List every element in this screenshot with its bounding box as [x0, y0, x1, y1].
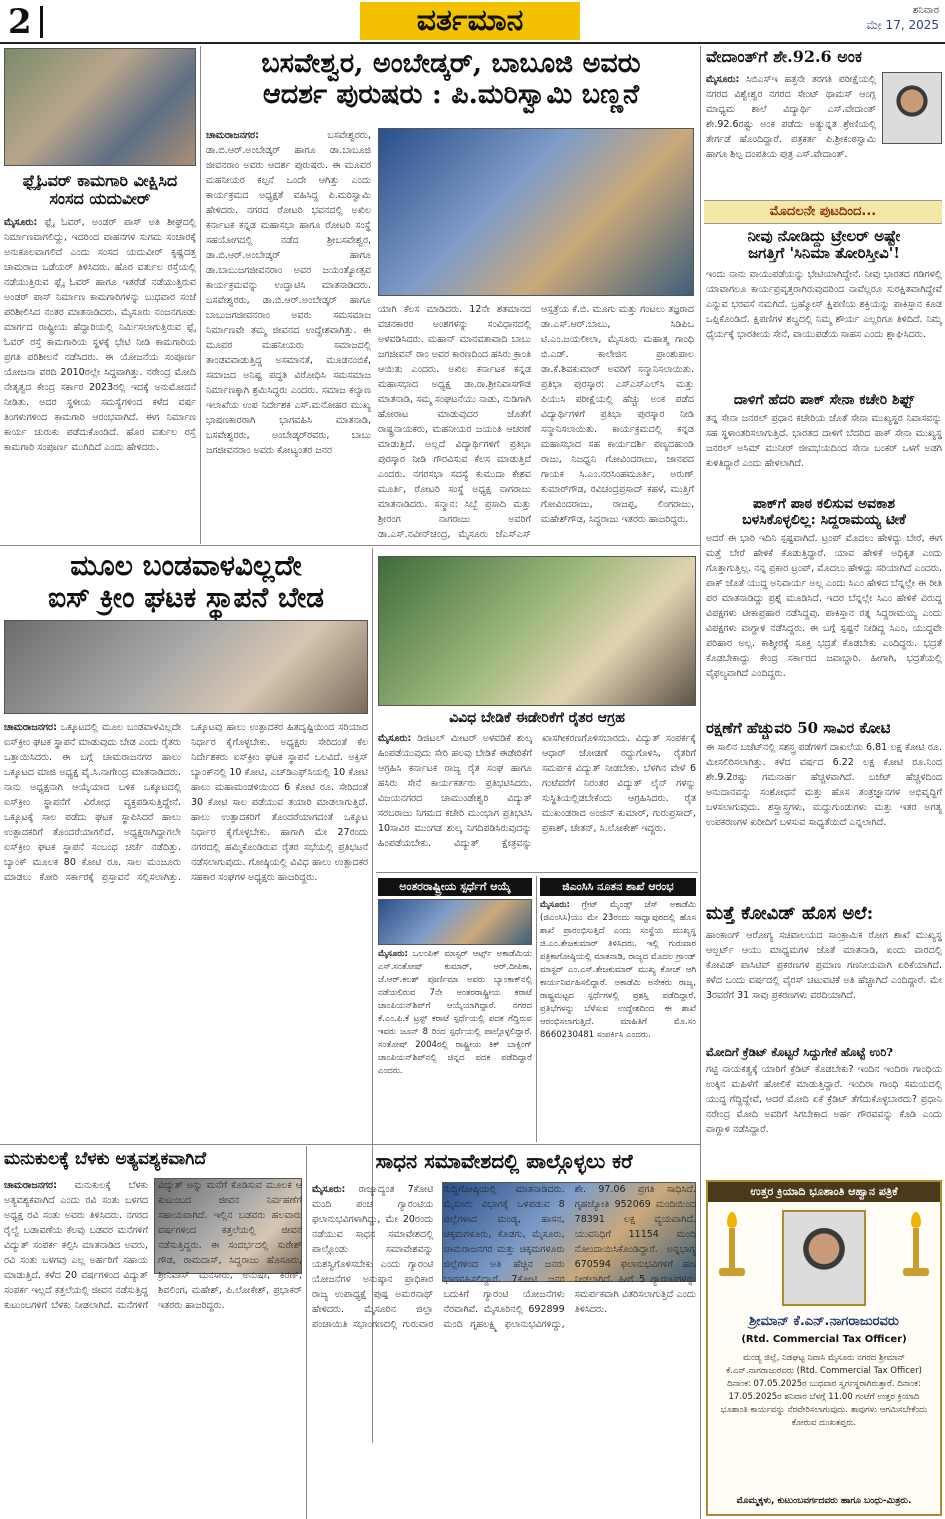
column-rule	[306, 1146, 307, 1519]
article-icecream	[4, 550, 368, 1140]
paper-name: ವರ್ತಮಾನ	[360, 2, 580, 40]
flyover-dateline: ಮೈಸೂರು:	[4, 216, 38, 228]
basaveshwara-col-left	[206, 128, 371, 542]
column-rule	[700, 46, 701, 1519]
chess-text: ಒಲಂಪಿಕ್ ಮಾಸ್ಟರ್ ಆರ್ಟ್ಸ್ ಅಕಾಡೆಮಿಯ ಎಸ್.ಸಂತೋಷ್ ಕುಮಾರ್, ಆರ್.ದೀಪಿಕಾ, ಜೆ.ಆರ್.ಕಲಶ್ ಪೂರ್ಣಿಮಾ ಅವರು ಬ್ಯಾಂಕಾಕ್‌ನಲ್ಲಿ ನಡೆಯಲಿರುವ 7ನೇ ಅಂತರರಾಷ್ಟ್ರೀಯ ಕರಾಟೆ ಚಾಂಪಿಯನ್‌ಶಿಪ್‌ಗೆ ಆಯ್ಕೆಯಾಗಿದ್ದಾರೆ. ನಗರದ ಕೆ.ಎಂ.ಪಿ.ಕೆ ಟ್ರಸ್ಟ್ ಕರಾಟೆ ಸ್ಪರ್ಧೆಯಲ್ಲಿ ಪದಕ ಗೆದ್ದಿರುವ ಇವರು ಜೂನ್ 8 ರಿಂದ ಸ್ಪರ್ಧೆಯಲ್ಲಿ ಪಾಲ್ಗೊಳ್ಳಲಿದ್ದಾರೆ. ಸಂತೋಷ್ 2004ರಲ್ಲಿ ರಾಷ್ಟ್ರೀಯ ಕಿಕ್ ಬಾಕ್ಸಿಂಗ್ ಚಾಂಪಿಯನ್‌ಶಿಪ್‌ನಲ್ಲಿ ಚಿನ್ನದ ಪದಕ ಪಡೆದಿದ್ದಾರೆ ಎಂದರು.	[378, 949, 532, 1076]
chess-headline: ಅಂತರರಾಷ್ಟ್ರೀಯ ಸ್ಪರ್ಧೆಗೆ ಆಯ್ಕೆ	[378, 878, 532, 896]
chess-dateline: ಮೈಸೂರು:	[378, 949, 408, 959]
article-vedanth	[706, 48, 942, 198]
article-modi-credit	[706, 1046, 942, 1176]
icecream-headline-1: ಮೂಲ ಬಂಡವಾಳವಿಲ್ಲದೇ	[70, 550, 302, 582]
article-manukula	[4, 1150, 302, 1516]
page-number-divider	[40, 6, 43, 38]
article-flyover	[4, 48, 196, 542]
manukula-headline: ಮನುಕುಲಕ್ಕೆ ಬೆಳಕು ಅತ್ಯವಶ್ಯಕವಾಗಿದೆ	[4, 1150, 207, 1169]
farmers-text: ಡಿಜಿಟಲ್ ಮೀಟರ್ ಅಳವಡಿಕೆ ಶುಲ್ಕ ಹಿಂಪಡೆಯುವುದು ಸೇರಿ ಹಲವು ಬೇಡಿಕೆ ಈಡೇರಿಕೆಗೆ ಆಗ್ರಹಿಸಿ ಕರ್ನಾಟಕ ರಾಜ್ಯ ರೈತ ಸಂಘ ಹಾಗೂ ಹಸಿರು ಸೇನೆ ಕಾರ್ಯಕರ್ತರು ಪ್ರತಿಭಟಿಸಿದರು. ವಿಜಯನಗರದ ಚಾಮುಂಡೇಶ್ವರಿ ವಿದ್ಯುತ್ ಸರಬರಾಜು ನಿಗಮದ ಕಚೇರಿ ಮುಂಭಾಗ ಪ್ರತಿಭಟಿಸಿ 10ಸಾವಿರ ಮುಂಗಡ ಶುಲ್ಕ ನಿಗದಿಪಡಿಸಿರುವುದನ್ನು ಹಿಂಪಡೆಯಬೇಕು. ವಿದ್ಯುತ್ ಕ್ಷೇತ್ರವನ್ನು ಖಾಸಗೀಕರಣಗೊಳಿಸಬಾರದು. ವಿದ್ಯುತ್ ಸಂಪರ್ಕಕ್ಕೆ ಆಧಾರ್ ಜೋಡಣೆ ರದ್ದುಗೊಳಿಸಿ, ರೈತರಿಗೆ ಸಮರ್ಪಕ ವಿದ್ಯುತ್ ನೀಡಬೇಕು. ಬೆಳಗಿನ ವೇಳೆ 6 ಗಂಟೆವರೆಗೆ ನಿರಂತರ ವಿದ್ಯುತ್ ಲೈನ್ ಗಳನ್ನು ಸುಸ್ಥಿತಿಯಲ್ಲಿಡಬೇಕೆಂದು ಆಗ್ರಹಿಸಿದರು. ರೈತ ಮುಖಂಡರಾದ ಅಂಜಿನ್ ಕುಮಾರ್, ಗುರುಪ್ರಸಾದ್, ಪ್ರಕಾಶ್, ಚೇತನ್, ಸಿ.ಲೋಕೇಶ್ ಇದ್ದರು.	[378, 733, 696, 849]
farmers-dateline: ಮೈಸೂರು:	[378, 733, 412, 744]
basaveshwara-col-right: ಯಾಗಿ ಕೆಲಸ ಮಾಡಿದರು. 12ನೇ ಶತಮಾನದ ವಚನಕಾರರ ಅಂಶಗಳನ್ನು ಸಂವಿಧಾನದಲ್ಲಿ ಅಳವಡಿಸಿದರು. ಮಹಾನ್ ಮಾನವತಾವಾದಿ ಬಾಬು ಜಗಜೀವನ್ ರಾಂ ಅವರ ಕಾರಣದಿಂದ ಹಸಿರು ಕ್ರಾಂತಿ ಆಯಿತು ಎಂದರು. ಅಖಿಲ ಕರ್ನಾಟಕ ಕನ್ನಡ ಮಹಾಸಭಾದ ಅಧ್ಯಕ್ಷ ಡಾ.ರಾ.ಶ್ರೀನಿವಾಸಗೌಡ ಮಾತನಾಡಿ, ಸಮ್ಮ ಸಂಘಟನೆಯು ನಾಡು, ನುಡಿಗಾಗಿ ಹೋರಾಟ ಮಾಡುವುದರ ಜೊತೆಗೆ ರಾಷ್ಟ್ರನಾಯಕರು, ಮಹನೀಯರ ಜಯಂತಿ ಆಚರಣೆ ಮಾಡುತ್ತಿದೆ. ಅಲ್ಲದೆ ವಿದ್ಯಾರ್ಥಿಗಳಿಗೆ ಪ್ರತಿಭಾ ಪುರಸ್ಕಾರ ನೀಡಿ ಗೌರವಿಸುವ ಕೆಲಸ ಮಾಡುತ್ತಿದೆ ಎಂದರು. ನಗರಸಭಾ ಸದಸ್ಯೆ ಕುಮುದಾ ಕೇಶವ ಮೂರ್ತಿ, ರೋಟರಿ ಸಂಸ್ಥೆ ಅಧ್ಯಕ್ಷ ನಾಗರಾಜು ಮಾತನಾಡಿದರು. ಸನ್ಮಾನ: ಸಿಬ್ಬೆ ಪ್ರಸಾದಿ ಮತ್ತು ಶ್ರೀರಂಗ ನಾಗರಾಜು ಅವರಿಗೆ ಡಾ.ಎಸ್.ನವೀನ್‌ಚಂದ್ರ, ಮೈಸೂರು ಜೆಎಸ್‌ಎಸ್ ಆಸ್ಪತ್ರೆಯ ಕೆ.ಬಿ. ಮೂಗು ಮತ್ತು ಗಂಟಲು ತಜ್ಞರಾದ ಡಾ.ಎಸ್.ಆರ್.ಬಾಬು, ಸಿಡಿಪಿಒ ಟಿ.ಎಂ.ಜಯಲೀಲಾ, ಮೈಸೂರು ಮಹಾತ್ಮ ಗಾಂಧಿ ಬಿ.ಎಡ್. ಕಾಲೇಜಿನ ಪ್ರಾಂಶುಪಾಲ ಡಾ.ಕೆ.ಶಿವಕುಮಾರ್ ಅವರಿಗೆ ಸನ್ಮಾನಿಸಲಾಯಿತು. ಪ್ರತಿಭಾ ಪುರಸ್ಕಾರ: ಎಸ್‌ಎಸ್‌ಎಲ್‌ಸಿ ಮತ್ತು ಪಿಯುಸಿ ಪರೀಕ್ಷೆಯಲ್ಲಿ ಹೆಚ್ಚು ಅಂಕ ಪಡೆದ ವಿದ್ಯಾರ್ಥಿಗಳಿಗೆ ಪ್ರತಿಭಾ ಪುರಸ್ಕಾರ ನೀಡಿ ಸನ್ಮಾನಿಸಲಾಯಿತು. ಕಾರ್ಯಕ್ರಮದಲ್ಲಿ ಕನ್ನಡ ಮಹಾಸಭಾದ ಸಹ ಕಾರ್ಯದರ್ಶಿ ಪಣ್ಯದಹುಂಡಿ ರಾಜು, ನಿಜಧ್ವನಿ ಗೋವಿಂದರಾಜು, ಜಾನಪದ ಗಾಯಕ ಸಿ.ಎಂ.ನರಸಿಂಹಮೂರ್ತಿ, ಅರುಣ್ ಕುಮಾರ್‌ಗೌಡ, ರವಿಚಂದ್ರಪ್ರಸಾದ್ ಕಹಳೆ, ಮುತ್ತಿಗೆ ಗೋವಿಂದರಾಜು, ರಾಜಪ್ಪ, ಲಿಂಗರಾಜು, ಮಹೇಶ್‌ಗೌಡ, ಸಿದ್ದರಾಜು ಇತರರು ಹಾಜರಿದ್ದರು.	[378, 304, 694, 540]
basaveshwara-photo	[378, 128, 694, 296]
article-gmcc	[540, 878, 696, 1140]
trailer-headline-2: ಜಗತ್ತಿಗೆ 'ಸಿನಿಮಾ ತೋರಿಸ್ತೀವಿ'!	[748, 244, 900, 263]
icecream-text: ಒಕ್ಕೂಟದಲ್ಲಿ ಮೂಲ ಬಂಡವಾಳವಿಲ್ಲದೇ ಐಸ್‌ಕ್ರೀಂ ಘಟಕ ಸ್ಥಾಪನೆ ಮಾಡುವುದು ಬೇಡ ಎಂದು ರೈತರು ಒತ್ತಾಯಿಸಿದರು. ಈ ಬಗ್ಗೆ ಚಾಮರಾಜನಗರ ಹಾಲು ಒಕ್ಕೂಟದ ಮಾಜಿ ಅಧ್ಯಕ್ಷ ವೈ.ಸಿ.ನಾಗೇಂದ್ರ ಮಾತನಾಡಿದರು. ನಾನು ಅಧ್ಯಕ್ಷನಾಗಿ ಆಯ್ಕೆಯಾದ ಬಳಿಕ ಒಕ್ಕೂಟದಲ್ಲಿ ಐಸ್‌ಕ್ರೀಂ ಸ್ಥಾಪನೆಗೆ ವಿರೋಧ ವ್ಯಕ್ತಪಡಿಸುತ್ತಿದ್ದೇನೆ. ಒಕ್ಕೂಟಕ್ಕೆ ಸಾಲ ಪಡೆದು ಘಟಕ ಸ್ಥಾಪಿಸಿದರೆ ಹಾಲು ಉತ್ಪಾದಕರಿಗೆ ತೊಂದರೆಯಾಗಲಿದೆ. ಅಧ್ಯಕ್ಷರಾಗಿದ್ದಾಗಲೇ ಐಸ್‌ಕ್ರೀಂ ಘಟಕ ಸ್ಥಾಪನೆ ಸಂಬಂಧ ಚರ್ಚೆ ನಡೆದಿತ್ತು. ಬ್ಯಾಂಕ್ ಮೂಲಕ 80 ಕೋಟಿ ರೂ. ಸಾಲ ಮಂಜೂರು ಮಾಡಲು ಕೋರಿ ಸರ್ಕಾರಕ್ಕೆ ಪ್ರಸ್ತಾವನೆ ಸಲ್ಲಿಸಲಾಗಿತ್ತು. ಒಕ್ಕೂಟವು ಹಾಲು ಉತ್ಪಾದಕರ ಹಿತದೃಷ್ಟಿಯಿಂದ ಸರಿಯಾದ ನಿರ್ಧಾರ ಕೈಗೊಳ್ಳಬೇಕು. ಅಧ್ಯಕ್ಷರು ಸೇರಿದಂತೆ ಕೆಲ ನಿರ್ದೇಶಕರು ಐಸ್‌ಕ್ರೀಂ ಘಟಕ ಸ್ಥಾಪನೆ ಒಲವಿದೆ. ಅಕ್ಸಿಸ್ ಬ್ಯಾಂಕ್‌ನಲ್ಲಿ 10 ಕೋಟಿ, ಎಚ್‌ಡಿಎಫ್‌ಸಿಯಲ್ಲಿ 10 ಕೋಟಿ ಹಾಲು ಮಹಾಮಂಡಳಿಯಿಂದ 6 ಕೋಟಿ ರೂ. ಸೇರಿದಂತೆ 30 ಕೋಟಿ ಸಾಲ ಪಡೆಯುವ ತಯಾರಿ ಮಾಡಲಾಗುತ್ತಿದೆ. ಹಾಲು ಉತ್ಪಾದಕರಿಗೆ ತೊಂದರೆಯಾಗದಂತೆ ಒಕ್ಕೂಟ ನಿರ್ಧಾರ ಕೈಗೊಳ್ಳಬೇಕು. ಹಾಗಾಗಿ ಮೇ 27ರಂದು ನಗರದಲ್ಲಿ ಹಮ್ಮಿಕೊಂಡಿರುವ ರೈತರ ಸಭೆಯಲ್ಲಿ ಪ್ರತಿಭಟನೆ ನಡೆಸಲಾಗುವುದು. ಗೋಷ್ಠಿಯಲ್ಲಿ ವಿವಿಧ ಹಾಲು ಉತ್ಪಾದಕರ ಸಹಕಾರ ಸಂಘಗಳ ಅಧ್ಯಕ್ಷರು ಹಾಜರಿದ್ದರು.	[4, 722, 368, 884]
sadhana-headline: ಸಾಧನ ಸಮಾವೇಶದಲ್ಲಿ ಪಾಲ್ಗೊಳ್ಳಲು ಕರೆ	[375, 1150, 633, 1173]
vedanth-dateline: ಮೈಸೂರು:	[706, 74, 740, 85]
article-sadhana	[312, 1150, 696, 1516]
obituary-ad	[706, 1180, 942, 1516]
basaveshwara-dateline: ಚಾಮರಾಜನಗರ:	[206, 130, 259, 141]
modi-credit-headline: ಮೋದಿಗೆ ಕ್ರೆಡಿಟ್ ಕೊಟ್ಟರೆ ಸಿದ್ದುಗೇಕೆ ಹೊಟ್ಟೆ ಉರಿ?	[706, 1046, 894, 1059]
manukula-dateline: ಚಾಮರಾಜನಗರ:	[4, 1180, 57, 1191]
basaveshwara-headline-1: ಬಸವೇಶ್ವರ, ಅಂಬೇಡ್ಕರ್, ಬಾಬೂಜಿ ಅವರು	[261, 48, 641, 79]
dateline-box	[866, 4, 939, 32]
modi-credit-body: ಗಟ್ಟಿ ನಾಯಕತ್ವಕ್ಕೆ ಯಾರಿಗೆ ಕ್ರೆಡಿಟ್ ಕೊಡಬೇಕು? ಇಂದಿನ ಇಂದಿರಾ ಗಾಂಧಿಯ ಉಕ್ಕಿನ ಮಹಿಳೆಗೆ ಹೋಲಿಕೆ ಮಾಡುತ್ತಿದ್ದಾರೆ. ಇಂದಿರಾ ಗಾಂಧಿ ಸಮಯದಲ್ಲಿ ಯುದ್ಧ ಗೆದ್ದಿದ್ದೇವೆ, ಆದರೆ ಮೋದಿ ಏಕೆ ಕ್ರೆಡಿಟ್ ತೆಗೆದುಕೊಳ್ಳಬಾರದು? ಪ್ರಧಾನಿ ನರೇಂದ್ರ ಮೋದಿ ಅವರಿಗೆ ಸಿಗಬೇಕಾದ ಅರ್ಹ ಗೌರವವನ್ನು ಕೊಡಿ ಎಂದು ವಾಗ್ದಾಳಿ ನಡೆಸಿದ್ದಾರೆ.	[706, 1064, 942, 1136]
vedanth-photo	[882, 72, 942, 144]
column-rule	[200, 46, 201, 544]
covid-headline: ಮತ್ತೆ ಕೋವಿಡ್ ಹೊಸ ಅಲೆ:	[706, 904, 874, 924]
basaveshwara-headline-2: ಆದರ್ಶ ಪುರುಷರು : ಪಿ.ಮರಿಸ್ವಾಮಿ ಬಣ್ಣನೆ	[262, 79, 640, 111]
vedanth-body	[706, 72, 876, 196]
defence-headline: ರಕ್ಷಣೆಗೆ ಹೆಚ್ಚುವರಿ 50 ಸಾವಿರ ಕೋಟಿ	[706, 720, 891, 737]
obituary-name: ಶ್ರೀಮಾನ್ ಕೆ.ಎನ್.ನಾಗರಾಜುರವರು	[749, 1314, 899, 1329]
gmcc-dateline: ಮೈಸೂರು:	[540, 900, 570, 910]
issue-date: ಮೇ 17, 2025	[866, 18, 939, 32]
continued-banner	[704, 200, 942, 224]
oil-lamp-icon	[718, 1212, 746, 1282]
obituary-body: ಮಂಡ್ಯ ಜಿಲ್ಲೆ, ನಿಡಘಟ್ಟ ನಿವಾಸಿ ಮೈಸೂರು ನಗರದ ಶ್ರೀಮಾನ್ ಕೆ.ಎನ್.ನಾಗರಾಜುರವರು (Rtd. Commercial Tax Officer) ದಿನಾಂಕ: 07.05.2025ರ ಬುಧವಾರ ಸ್ವರ್ಗಸ್ಥರಾಗಿರುತ್ತಾರೆ. ದಿನಾಂಕ: 17.05.2025ರ ಶನಿವಾರ ಬೆಳಗ್ಗೆ 11.00 ಗಂಟೆಗೆ ಉತ್ತರ ಕ್ರಿಯಾದಿ ಭೂಶಾಂತಿ ಕಾರ್ಯವನ್ನು ನೆರವೇರಿಸಲಾಗುವುದು. ತಾವುಗಳು ಆಗಮಿಸಬೇಕೆಂದು ಕೋರುವ ದುಃಖತಪ್ತರು.	[720, 1353, 928, 1428]
flyover-headline: ಫ್ಲೈಓವರ್ ಕಾಮಗಾರಿ ವೀಕ್ಷಿಸಿದ ಸಂಸದ ಯದುವೀರ್	[22, 171, 178, 209]
sadhana-dateline: ಮೈಸೂರು:	[312, 1184, 346, 1195]
siddaramaiah-headline-2: ಬಳಸಿಕೊಳ್ಳಲಿಲ್ಲ: ಸಿದ್ದರಾಮಯ್ಯ ಟೀಕೆ	[742, 512, 906, 529]
article-dalige	[706, 392, 942, 492]
chess-photo	[378, 899, 532, 945]
sadhana-body	[312, 1182, 696, 1516]
article-basaveshwara	[206, 48, 696, 542]
sadhana-text: ರಾಜ್ಯಾದ್ಯಂತ 7ಕೋಟಿ ಮಂದಿ ಪಂಚ ಗ್ಯಾರಂಟಿಯ ಫಲಾನುಭವಿಗಳಾಗಿದ್ದು, ಮೇ 20ರಂದು ನಡೆಯುವ ಸಾಧನ ಸಮಾವೇಶದಲ್ಲಿ ಪಾಲ್ಗೊಂಡು ಸಮಾವೇಶವನ್ನು ಯಶಸ್ವಿಗೊಳಿಸಬೇಕು ಎಂದು ಗ್ಯಾರಂಟಿ ಯೋಜನೆಗಳ ಅನುಷ್ಠಾನ ಪ್ರಾಧಿಕಾರ ರಾಜ್ಯ ಉಪಾಧ್ಯಕ್ಷೆ ಪುಷ್ಪ ಅಮರನಾಥ್ ಹೇಳಿದರು. ಮೈಸೂರಿನ ಜಿಲ್ಲಾ ಪಂಚಾಯಿತಿ ಸಭಾಂಗಣದಲ್ಲಿ ಗುರುವಾರ ಸುದ್ದಿಗೋಷ್ಠಿಯಲ್ಲಿ ಮಾತನಾಡಿದರು. ಮೈಸೂರು ವಿಭಾಗಕ್ಕೆ ಒಳಪಡುವ 8 ಜಿಲ್ಲೆಗಳಾದ ಮಂಡ್ಯ, ಹಾಸನ, ಚಿಕ್ಕಮಗಳೂರು, ಕೊಡಗು, ಮೈಸೂರು, ಚಾಮರಾಜನಗರ ಮತ್ತು ಚಿಕ್ಕಮಗಳೂರು ಜಿಲ್ಲೆಗಳಿಂದ ಅತಿ ಹೆಚ್ಚಿನ ಜನರು ಭಾಗವಹಿಸಲಿದ್ದಾರೆ. 7ಕೋಟಿ ಜನರ ಬದುಕಿಗೆ ಗ್ಯಾರಂಟಿ ಯೋಜನೆಗಳು ನೆರವಾಗಿವೆ. ಮೈಸೂರಿನಲ್ಲಿ 692899 ಮಂದಿ ಗೃಹಲಕ್ಷ್ಮಿ ಫಲಾನುಭವಿಗಳಿದ್ದು, ಶೇ. 97.06 ಪ್ರಗತಿ ಸಾಧಿಸಿದೆ. ಗೃಹಜ್ಯೋತಿ 952069 ಮಂದಿಯಿಂದ 78391 ಲಕ್ಷ ವ್ಯಯವಾಗಿದೆ. ಯುವನಿಧಿಗೆ 11154 ಮಂದಿ ನೋಂದಾಯಿಸಿಕೊಂಡಿದ್ದಾರೆ. ಅನ್ನಭಾಗ್ಯ 670594 ಫಲಾನುಭವಿಗಳಿಗೆ ಹಣ ನೀಡಲಾಗಿದೆ. ಹೀಗೆ 5 ಗ್ಯಾರಂಟಿಗಳನ್ನು ಸಮರ್ಪಕವಾಗಿ ವಿತರಿಸಲಾಗುತ್ತಿದೆ ಎಂದು ತಿಳಿಸಿದರು.	[312, 1184, 696, 1330]
icecream-dateline: ಚಾಮರಾಜನಗರ:	[4, 722, 57, 734]
farmers-caption: ವಿವಿಧ ಬೇಡಿಕೆ ಈಡೇರಿಕೆಗೆ ರೈತರ ಆಗ್ರಹ	[449, 710, 625, 726]
defence-body: ಈ ಸಾಲಿನ ಬಜೆಟ್‌ನಲ್ಲಿ ಸಶಸ್ತ್ರ ಪಡೆಗಳಿಗೆ ದಾಖಲೆಯ 6.81 ಲಕ್ಷ ಕೋಟಿ ರೂ. ಮೀಸಲಿರಿಸಲಾಗಿತ್ತು. ಕಳೆದ ವರ್ಷದ 6.22 ಲಕ್ಷ ಕೋಟಿ ರೂ.ನಿಂದ ಶೇ.9.2ರಷ್ಟು ಗಮನಾರ್ಹ ಹೆಚ್ಚಳವಾಗಿದೆ. ಬಜೆಟ್ ಹೆಚ್ಚಳದಿಂದ ಅನುದಾನವನ್ನು ಸಂಶೋಧನೆ ಮತ್ತು ಹೊಸ ತಂತ್ರಜ್ಞಾನಗಳ ಅಭಿವೃದ್ಧಿಗೆ ಬಳಸಲಾಗುವುದು. ಶಸ್ತ್ರಾಸ್ತ್ರಗಳು, ಮದ್ದುಗುಂಡುಗಳು ಮತ್ತು ಇತರ ಅಗತ್ಯ ಉಪಕರಣಗಳ ಖರೀದಿಗೆ ಬಳಸುವ ಸಾಧ್ಯತೆಯಿದೆ ಎನ್ನಲಾಗಿದೆ.	[706, 742, 942, 829]
article-trailer	[706, 228, 942, 388]
covid-body: ಹಾಂಕಾಂಗ್ ಆರೋಗ್ಯ ಸಚಿವಾಲಯದ ಸಾಂಕ್ರಾಮಿಕ ರೋಗ ಶಾಖೆ ಮುಖ್ಯಸ್ಥ ಆಲ್ಬರ್ಟ್ ಆಯು ಮಾಧ್ಯಮಗಳ ಜೊತೆ ಮಾತನಾಡಿ, ಏಂದು ವಾರದಲ್ಲಿ ಕೋವಿಡ್ ಪಾಸಿಟಿವ್ ಪ್ರಕರಣಗಳ ಪ್ರಮಾಣ ಗಣನೀಯವಾಗಿ ಏರಿಕೆಯಾಗಿದೆ. ಕಳೆದ ಒಂದು ವರ್ಷದಲ್ಲಿ ವೈರಸ್ ಚಟುವಟಿಕೆ ಅತಿ ಹೆಚ್ಚಾಗಿದೆ ಎಂದಿದ್ದಾರೆ. ಮೇ 3ರವರೆಗೆ 31 ಸಾವು ಪ್ರಕರಣಗಳು ವರದಿಯಾಗಿದೆ.	[706, 929, 942, 1001]
obituary-family: ಮೊಮ್ಮಕ್ಕಳು, ಕುಟುಂಬವರ್ಗದವರು ಹಾಗೂ ಬಂಧು-ಮಿತ್ರರು.	[736, 1496, 912, 1506]
obituary-photo	[782, 1210, 866, 1306]
vedanth-headline: ವೇದಾಂತ್‌ಗೆ ಶೇ.92.6 ಅಂಕ	[706, 48, 863, 66]
masthead	[0, 0, 945, 44]
icecream-body	[4, 720, 368, 1130]
trailer-body: ಇಂದು ನಾನು ವಾಯುಪಡೆಯನ್ನು ಭೇಟಿಯಾಗಿದ್ದೇನೆ. ನೀವು ಭಾರತದ ಗಡಿಗಳಲ್ಲಿ ಯಾವಾಗಲೂ ಕಾರ್ಯಪ್ರವೃತ್ತರಾಗಿರುವುದರಿಂದ ನಾವೆಲ್ಲರೂ ಸುರಕ್ಷಿತವಾಗಿದ್ದೇವೆ ಎನ್ನುವ ಭರವಸೆ ನಮಗಿದೆ. ಬ್ರಹ್ಮೋಸ್ ಕ್ಷಿಪಣಿಯ ಶಕ್ತಿಯನ್ನು ಪಾಕಿಸ್ತಾನ ಕೂಡ ಒಪ್ಪಿಕೊಂಡಿದೆ. ಕ್ಷಿಪಣಿಗಳ ಶಬ್ದದಲ್ಲಿ ನಿಮ್ಮ ಶೌರ್ಯ ಎಲ್ಲರಿಗೂ ತಿಳಿದಿದೆ. ನಿಮ್ಮ ಧೈರ್ಯಕ್ಕೆ ಭಾರತೀಯ ಸೇನೆ, ವಾಯುಪಡೆಯ ಸಾಹಸ ಎಂದು ಶ್ಲಾಘಿಸಿದರು.	[706, 268, 942, 340]
siddaramaiah-body: ಅದರೆ ಈ ಭಾರಿ ಇದಿನಿ ಸ್ಪಷ್ಟವಾಗಿದೆ. ಟ್ರಂಪ್ ಮೊದಲು ಹೇಳಿದ್ದು ಬೇರೆ, ಈಗ ಮತ್ತೆ ಬೇರೆ ಹೇಳಿಕೆ ಕೊಡುತ್ತಿದ್ದಾರೆ. ಯಾವ ಹೇಳಿಕೆ ಅಧಿಕೃತ ಎಂದು ಗೊತ್ತಾಗುತ್ತಿಲ್ಲ. ನನ್ನ ಪ್ರಕಾರ ಟ್ರಂಪ್, ಮೊದಲು ಹೇಳಿದ್ದು ಸರಿಯಾಗಿದೆ ಎಂದರು. ಪಾಕ್ ಜೊತೆ ಯುದ್ಧ ಅನಿವಾರ್ಯ ಅಲ್ಲ ಎಂದು ಸಿಎಂ ಹೇಳಿದ ಬೆನ್ನಲ್ಲೇ ಈ ರೀತಿ ಪರ ಮಾತನಾಡಿದ್ದು ಪ್ರಶ್ನೆ ಮೂಡಿಸಿದೆ. ಇದರ ಬೆನ್ನಲ್ಲೇ ಸಿಎಂ ಹೇಳಿಕೆ ವಿರುದ್ಧ ವಿಪಕ್ಷಗಳು ಟೀಕಾಪ್ರಹಾರ ನಡೆಸಿದ್ದವು. ಪಾಕಿಸ್ತಾನ ರತ್ನ ಸಿದ್ದರಾಮಯ್ಯ ಎಂದು ವಿಪಕ್ಷಗಳು ವಾಗ್ದಾಳಿ ನಡೆಸಿದ್ದರು. ಈ ಬಗ್ಗೆ ಸ್ಪಷ್ಟನೆ ನೀಡಿದ್ದ ಸಿಎಂ, ಯುದ್ಧವೇ ಪರಿಹಾರ ಅಲ್ಲ. ಕಾಶ್ಮೀರಕ್ಕೆ ಸೂಕ್ತ ಭದ್ರತೆ ಕೊಡಬೇಕು ಎಂದಿದ್ದರು. ಭದ್ರತೆ ಕೊಡಬೇಕಾದ್ದು ಕೇಂದ್ರ ಸರ್ಕಾರದ ಜವಾಬ್ದಾರಿ. ಹೀಗಾಗಿ, ಭದ್ರತೆಯಲ್ಲಿ ವೈಫಲ್ಯವಾಗಿದೆ ಎಂದಿದ್ದರು.	[706, 533, 942, 680]
flyover-photo	[4, 48, 196, 166]
issue-day: ಶನಿವಾರ	[912, 5, 939, 16]
gmcc-headline: ಜಿಎಂಸಿಸಿ ನೂತನ ಶಾಖೆ ಆರಂಭ	[540, 878, 696, 896]
article-defence	[706, 720, 942, 900]
manukula-text: ಮನುಕುಲಕ್ಕೆ ಬೆಳಕು ಅತ್ಯವಶ್ಯಕವಾಗಿದೆ ಎಂದು ರವಿ ಸಂತು ಬಳಗದ ಅಧ್ಯಕ್ಷ ರವಿ ಸಂತು ಅವರು ತಿಳಿಸಿದರು. ನಗರದ ರೈಲ್ವೆ ಬಡಾವಣೆಯ ಕೆಲವು ಬಡವರ ಮನೆಗಳಿಗೆ ವಿದ್ಯುತ್ ಸಂಪರ್ಕ ಕಲ್ಪಿಸಿ ಮಾತನಾಡಿದ ಅವರು, ರವಿ ಸಂತು ಬಳಗವು ಎಲ್ಲ ಅರ್ಹರಿಗೆ ಸಹಾಯ ಮಾಡುತ್ತಿದೆ. ಕಳೆದ 20 ವರ್ಷಗಳಿಂದ ವಿದ್ಯುತ್ ಸಂಪರ್ಕ ಇಲ್ಲದೆ ಕತ್ತಲೆಯಲ್ಲಿ ಜೀವನ ನಡೆಸುತ್ತಿದ್ದ ಕುಟುಂಬಗಳಿಗೆ ಬೆಳಕು ನೀಡಲಾಗಿದೆ. ಮನೆಗಳಿಗೆ ವಿದ್ಯುತ್ ಅನ್ನು ಮನೆಗೆ ಕೊಡಿಸುವ ಮೂಲಕ ಆ ಕುಟುಂಬದ ಜೀವನ ನಿರ್ವಹಣೆಗೆ ಸಹಾಯವಾಗಿದೆ. ಇಲ್ಲಿನ ಬಡವರು ಹಲವಾರು ವರ್ಷಗಳಿಂದ ಕತ್ತಲೆಯಲ್ಲಿ ಜೀವನ ನಡೆಸುತ್ತಿದ್ದರು. ಈ ಸಂದರ್ಭದಲ್ಲಿ ಸುರೇಶ್ ಗೌಡ, ರಾಮದಾಸ್, ಸಿದ್ದರಾಜು ಹೊಸೂರು, ಶ್ರೀನಿವಾಸ್ ಮನಸಾರು, ಅನುಷಾ, ಕಿರಣ್, ಶಿವಲಿಂಗ, ಮಹೇಶ್, ಪಿ.ಲೋಕೇಶ್, ಪ್ರಭಾಕರ್ ಇತರರು ಹಾಜರಿದ್ದರು.	[4, 1180, 302, 1311]
manukula-body	[4, 1178, 302, 1516]
flyover-body	[4, 215, 196, 455]
basaveshwara-text-left: ಬಸವೇಶ್ವರರು, ಡಾ.ಬಿ.ಆರ್.ಅಂಬೇಡ್ಕರ್ ಹಾಗೂ ಡಾ.ಬಾಬೂಜಿ ಜೀವನರಾಂ ಅವರು ಆದರ್ಶ ಪುರುಷರು. ಈ ಮೂವರ ಮಹನೀಯರ ಕಲ್ಪನೆ ಒಂದೇ ಆಗಿತ್ತು ಎಂದು ಕಾರ್ಯಕ್ರಮದ ಅಧ್ಯಕ್ಷತೆ ವಹಿಸಿದ್ದ ಪಿ.ಮರಿಸ್ವಾಮಿ ಹೇಳಿದರು. ನಗರದ ರೋಟರಿ ಭವನದಲ್ಲಿ ಅಖಿಲ ಕರ್ನಾಟಕ ಕನ್ನಡ ಮಹಾಸಭಾ ಹಾಗೂ ರೋಟರಿ ಸಂಸ್ಥೆ ಸಹಯೋಗದಲ್ಲಿ ನಡೆದ ಶ್ರೀಬಸವೇಶ್ವರ, ಡಾ.ಬಿ.ಆರ್.ಅಂಬೇಡ್ಕರ್ ಹಾಗೂ ಡಾ.ಬಾಬುಜಗಜೀವನರಾಂ ಅವರ ಜಯಂತ್ಯೋತ್ಸವ ಕಾರ್ಯಕ್ರಮವನ್ನು ಉದ್ಘಾಟಿಸಿ ಮಾತನಾಡಿದರು. ಬಸವೇಶ್ವರರು, ಡಾ.ಬಿ.ಆರ್.ಅಂಬೇಡ್ಕರ್ ಹಾಗೂ ಬಾಬುಜಗಜೀವನರಾಂ ಅವರು ಸಮಸಮಾಜ ನಿರ್ಮಾಣವೇ ತಮ್ಮ ಜೀವನದ ಉದ್ದೇಶವಾಗಿತ್ತು. ಈ ಮೂವರ ಮಹನೀಯರು ಸಮಾಜದಲ್ಲಿ ತಾಂಡವವಾಡುತ್ತಿದ್ದ ಅಸಮಾನತೆ, ಮೂಡನಂಬಿಕೆ, ಸಮಾಜದ ಅನಿಷ್ಟ ಪದ್ಧತಿ ವಿರೋಧಿಸಿ ಸಮಸಮಾಜ ನಿರ್ಮಾಣಕ್ಕಾಗಿ ಶ್ರಮಿಸಿದ್ದರು ಎಂದರು. ಸಮಾಜ ಕಲ್ಯಾಣ ಇಲಾಖೆಯ ಉಪ ನಿರ್ದೇಶಕ ಎಸ್.ಮನೋಹರ ಮುಖ್ಯ ಭಾಷಣಕಾರರಾಗಿ ಭಾಗವಹಿಸಿ ಮಾತನಾಡಿ, ಬಸವೇಶ್ವರರು, ಅಂಬೇಡ್ಕರ್‌ರವರು, ಬಾಬು ಜಗಜೀವನರಾಂ ಅವರು ಕೋಟ್ಯಂತರ ಜನರ	[206, 130, 371, 456]
farmers-body	[378, 731, 696, 863]
article-siddaramaiah	[706, 496, 942, 716]
article-farmers	[378, 556, 696, 868]
row-rule	[376, 872, 698, 873]
article-chess	[378, 878, 532, 1140]
dalige-headline: ದಾಳಿಗೆ ಹೆದರಿ ಪಾಕ್ ಸೇನಾ ಕಚೇರಿ ಶಿಫ್ಟ್	[733, 392, 915, 408]
siddaramaiah-headline-1: ಪಾಕ್‌ಗೆ ಪಾಠ ಕಲಿಸುವ ಅವಕಾಶ	[752, 496, 896, 512]
trailer-headline-1: ನೀವು ನೋಡಿದ್ದು ಟ್ರೇಲರ್ ಅಷ್ಟೇ	[747, 228, 901, 245]
icecream-headline-2: ಐಸ್ ಕ್ರೀಂ ಘಟಕ ಸ್ಥಾಪನೆ ಬೇಡ	[47, 581, 325, 615]
obituary-designation: (Rtd. Commercial Tax Officer)	[741, 1334, 907, 1345]
flyover-text: ಫ್ಲೈ ಓವರ್, ಅಂಡರ್ ಪಾಸ್ ಅತಿ ಶೀಘ್ರದಲ್ಲಿ ನಿರ್ಮಾಣವಾಗಲಿದ್ದು, ಇದರಿಂದ ವಾಹನಗಳ ಸುಗಮ ಸಂಚಾರಕ್ಕೆ ಅನುಕೂಲವಾಗಲಿದೆ ಎಂದು ಸಂಸದ ಯದುವೀರ್ ಕೃಷ್ಣದತ್ತ ಚಾಮರಾಜ ಒಡೆಯರ್ ತಿಳಿಸಿದರು. ಹೊರ ವರ್ತುಲ ರಸ್ತೆಯಲ್ಲಿ ನಡೆಯುತ್ತಿರುವ ಫ್ಲೈ ಓವರ್ ಹಾಗೂ ಇತರೆಡೆ ನಡೆಯುತ್ತಿರುವ ಅಂಡರ್ ಪಾಸ್ ನಿರ್ಮಾಣ ಕಾಮಗಾರಿಗಳನ್ನು ಬುಧವಾರ ಸಂಜೆ ಪರಿಶೀಲಿಸಿದ ನಂತರ ಮಾತನಾಡಿದರು. ಮೈಸೂರು ನಂಜನಗೂಡು ಮಾರ್ಗದ ರಾಷ್ಟ್ರೀಯ ಹೆದ್ದಾರಿಯಲ್ಲಿ ನಿರ್ಮಿಸಲಾಗುತ್ತಿರುವ ಫ್ಲೈ ಓವರ್ ರಸ್ತೆ ಕಾಮಗಾರಿಯ ಸ್ಥಳಕ್ಕೆ ಭೇಟಿ ನೀಡಿ ಕಾಮಗಾರಿಯ ಪ್ರಗತಿ ಪರಿಶೀಲನೆ ನಡೆಸಿದರು. ಈ ಯೋಜನೆಯ ಸಂಪೂರ್ಣ ಯೋಜನಾ ವರದಿ 2010ರಲ್ಲೇ ಸಿದ್ಧವಾಗಿತ್ತು. ನರೇಂದ್ರ ಮೋದಿ ನೇತೃತ್ವದ ಕೇಂದ್ರ ಸರ್ಕಾರ 2023ರಲ್ಲಿ ಇದಕ್ಕೆ ಅನುಮೋದನೆ ನೀಡಿತು. ಅದರ ಸ್ಥಳೀಯ ಸಮಸ್ಯೆಗಳಿಂದ ಕಳೆದ ವರ್ಷ ತಿಂಗಳುಗಳಿಂದ ಕಾಮಗಾರಿ ಆರಂಭವಾಗಿದೆ. ಈಗ ನಿರ್ಮಾಣ ಕಾರ್ಯ ಚುರುಕು ಪಡೆದುಕೊಂಡಿದೆ. ಹೊರ ವರ್ತುಲ ರಸ್ತೆ ಕಾಮಗಾರಿ ಸಂಪೂರ್ಣ ಮುಗಿದಿದೆ ಎಂದು ಹೇಳಿದರು.	[4, 216, 196, 453]
vedanth-text: ಸಿಬಿಎಸ್‌ಇ ಹತ್ತನೇ ತರಗತಿ ಪರೀಕ್ಷೆಯಲ್ಲಿ ನಗರದ ವಿಶ್ವೇಶ್ವರ ನಗರದ ಸೇಂಟ್ ಥಾಮಸ್ ಆಂಗ್ಲ ಮಾಧ್ಯಮ ಶಾಲೆ ವಿದ್ಯಾರ್ಥಿ ಎಸ್.ವೇದಾಂತ್ ಶೇ.92.6ರಷ್ಟು ಅಂಕ ಪಡೆದು ಅತ್ಯುನ್ನತ ಶ್ರೇಣಿಯಲ್ಲಿ ತೇರ್ಗಡೆ ಹೊಂದಿದ್ದಾರೆ. ಪತ್ರಕರ್ತ ಪಿ.ಶ್ರೀಕಂಠಸ್ವಾಮಿ ಹಾಗೂ ಶಿಲ್ಪ ದಂಪತಿಯ ಪುತ್ರ ಎಸ್.ವೇದಾಂತ್.	[706, 74, 876, 160]
icecream-photo	[4, 620, 368, 714]
article-covid	[706, 904, 942, 1044]
row-rule	[0, 1144, 700, 1145]
oil-lamp-icon	[902, 1212, 930, 1282]
column-rule	[536, 876, 537, 1142]
dalige-body: ತನ್ನ ಸೇನಾ ಜನರಲ್ ಪ್ರಧಾನ ಕಚೇರಿಯ ಜೊತೆ ಸೇನಾ ಮುಖ್ಯಸ್ಥರ ನಿವಾಸವನ್ನು ಸಹ ಸ್ಥಳಾಂತರಿಸಲಾಗುತ್ತಿದೆ. ಭಾರತದ ದಾಳಿಗೆ ಬೆದರಿದ ಪಾಕ್ ಸೇನಾ ಮುಖ್ಯಸ್ಥ ಜನರಲ್ ಅಸಿಮ್ ಮುನೀರ್ ಜೀವಭಯದಿಂದ ಸೇನಾ ಬಂಕರ್ ಒಳಗೆ ಅಡಗಿ ಕುಳಿತಿದ್ದಾರೆ ಎಂದು ಹೇಳಲಾಗಿದೆ.	[706, 413, 942, 470]
obituary-banner: ಉತ್ತರ ಕ್ರಿಯಾದಿ ಭೂಶಾಂತಿ ಆಹ್ವಾನ ಪತ್ರಿಕೆ	[708, 1182, 940, 1202]
gmcc-text: ಗ್ರೇಟ್ ಮೈಂಡ್ಸ್ ಚೆಸ್ ಅಕಾಡೆಮಿ (ಜಿಎಂಸಿಸಿ)ಯು ಮೇ 23ರಂದು ಸಾಧ್ವಾಪುರದಲ್ಲಿ ಹೊಸ ಶಾಖೆ ಪ್ರಾರಂಭಿಸುತ್ತಿದೆ ಎಂದು ಸಂಸ್ಥೆಯ ಮುಖ್ಯಸ್ಥ ಜಿ.ಎಂ.ತೇಜಕುಮಾರ್ ತಿಳಿಸಿದರು. ಇಲ್ಲಿ ಗುರುವಾರ ಪತ್ರಿಕಾಗೋಷ್ಠಿಯಲ್ಲಿ ಮಾತನಾಡಿ, ರಾಜ್ಯದ ಮೊದಲ ಗ್ರಾಂಡ್ ಮಾಸ್ಟರ್ ಎಂ.ಎಸ್.ತೇಜಕುಮಾರ್ ಮುಖ್ಯ ಕೋಚ್ ಆಗಿ ಕಾರ್ಯನಿರ್ವಹಿಸಲಿದ್ದಾರೆ. ಅಕಾಡೆಮಿ ಅನೇಕರು ರಾಜ್ಯ, ರಾಷ್ಟ್ರಮಟ್ಟದ ಸ್ಪರ್ಧೆಗಳಲ್ಲಿ ಪ್ರಶಸ್ತಿ ಪಡೆದಿದ್ದಾರೆ. ಪ್ರತಿಭೆಗಳನ್ನು ಬೆಳೆಸುವ ಉದ್ದೇಶದಿಂದ ಈ ಶಾಖೆ ಆರಂಭಿಸಲಾಗುತ್ತಿದೆ. ಮಾಹಿತಿಗೆ ಮೊ.ಸಂ 8660230481 ಸಂಪರ್ಕಿಸಿ ಎಂದರು.	[540, 900, 696, 1040]
gmcc-body	[540, 899, 696, 1042]
row-rule	[0, 545, 700, 546]
page-number: 2	[8, 2, 32, 42]
farmers-photo	[378, 556, 696, 706]
continued-label: ಮೊದಲನೇ ಪುಟದಿಂದ...	[769, 204, 877, 219]
chess-body	[378, 948, 532, 1078]
